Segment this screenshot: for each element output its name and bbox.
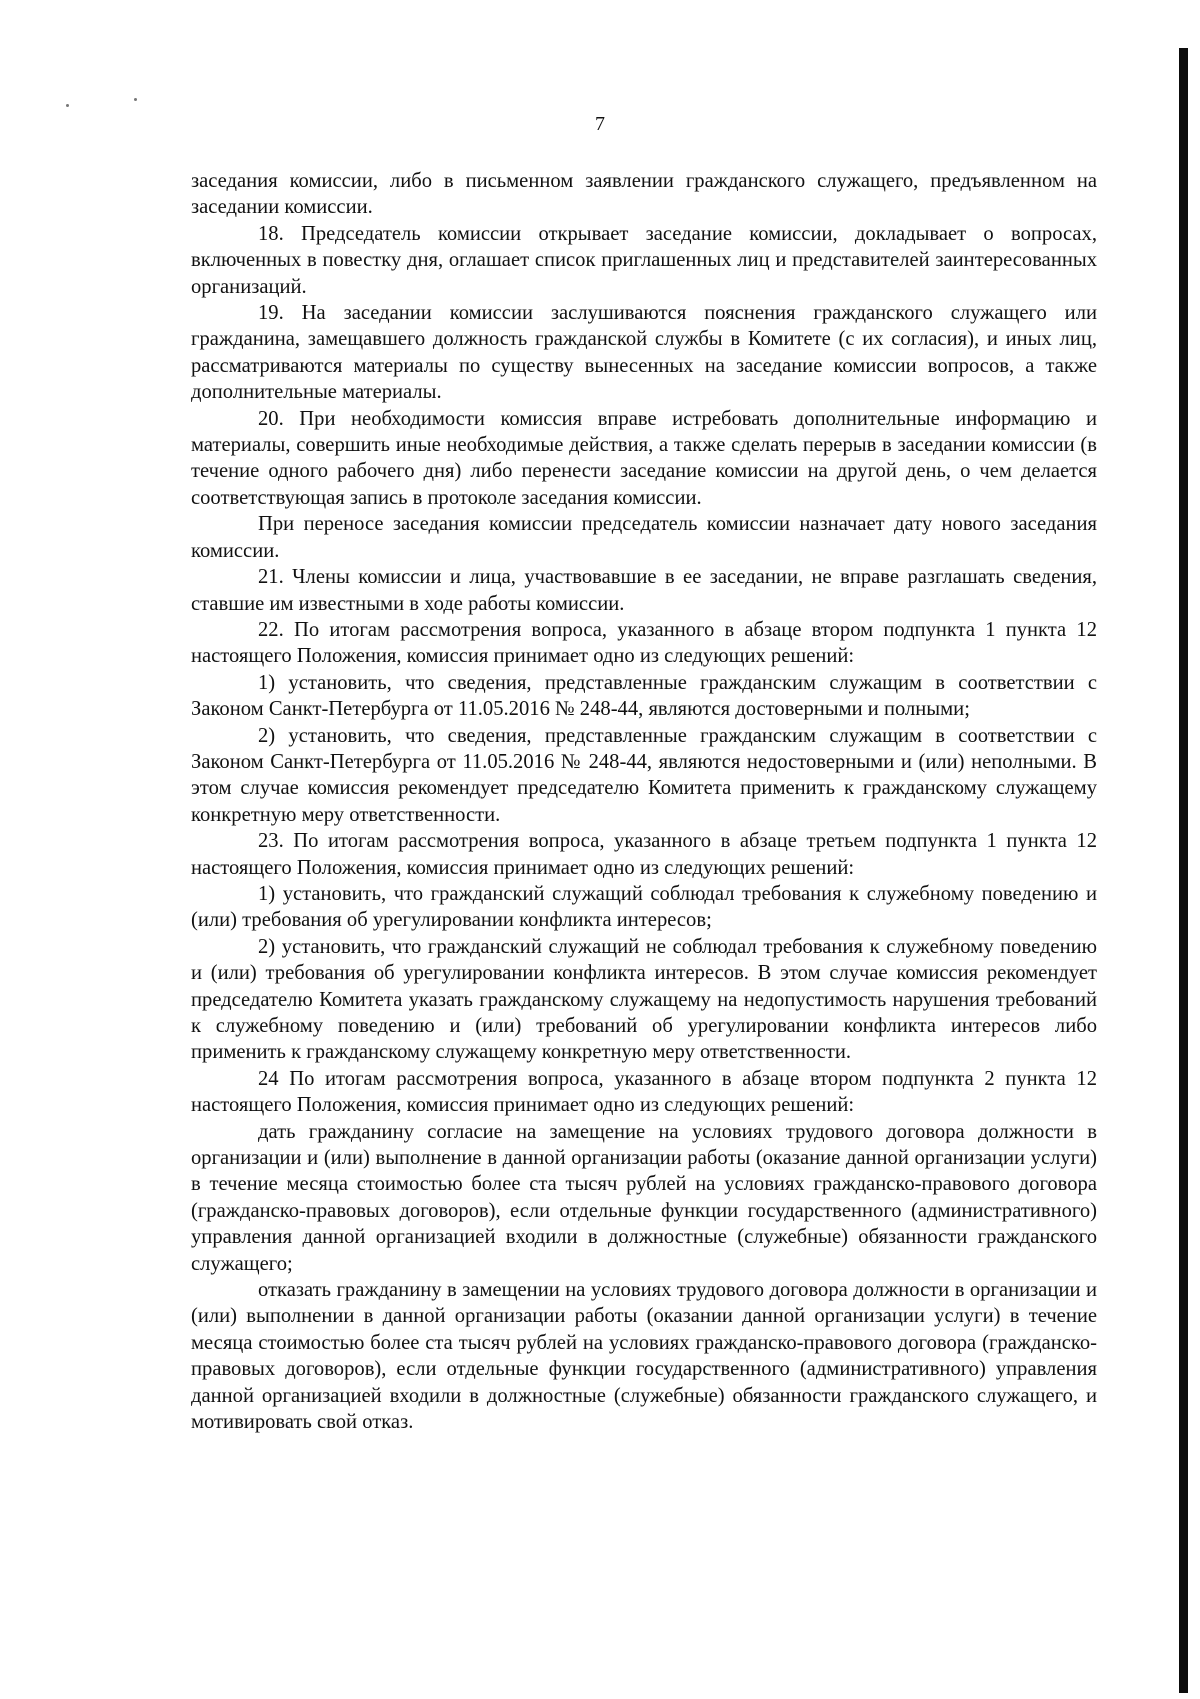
paragraph-23-item-2: 2) установить, что гражданский служащий не соблюдал требования к служебному поведению и (или) требования об урегулировании конфликта интересов. В этом случае комиссия рекомендует председателю Комитета указать гражданскому служащему на недопустимость нарушения требований к служебному поведению и (или) требований об урегулировании конфликта интересов либо применить к гражданскому служащему конкретную меру ответственности. — [191, 935, 1097, 1064]
paragraph-18: 18. Председатель комиссии открывает заседание комиссии, докладывает о вопросах, включенных в повестку дня, оглашает список приглашенных лиц и представителей заинтересованных организаций. — [191, 222, 1097, 298]
scan-speck — [134, 98, 137, 101]
paragraph-24-refusal: отказать гражданину в замещении на условиях трудового договора должности в организации и (или) выполнении в данной организации работы (оказании данной организации услуги) в течение месяца стоимостью более ста тысяч рублей на условиях гражданско-правового договора (гражданско-правовых договоров), если отдельные функции государственного (административного) управления данной организацией входили в должностные (служебные) обязанности гражданского служащего, и мотивировать свой отказ. — [191, 1279, 1097, 1434]
page-number: 7 — [595, 113, 605, 135]
document-body — [191, 168, 1097, 1436]
paragraph-23-item-1: 1) установить, что гражданский служащий соблюдал требования к служебному поведению и (или) требования об урегулировании конфликта интересов; — [191, 882, 1097, 932]
scan-border-line — [1179, 48, 1188, 1693]
paragraph-22-item-1: 1) установить, что сведения, представленные гражданским служащим в соответствии с Законом Санкт-Петербурга от 11.05.2016 № 248-44, являются достоверными и полными; — [191, 671, 1097, 721]
paragraph-22-item-2: 2) установить, что сведения, представленные гражданским служащим в соответствии с Законом Санкт-Петербурга от 11.05.2016 № 248-44, являются недостоверными и (или) неполными. В этом случае комиссия рекомендует председателю Комитета применить к гражданскому служащему конкретную меру ответственности. — [191, 724, 1097, 826]
paragraph-20-postponement: При переносе заседания комиссии председатель комиссии назначает дату нового заседания комиссии. — [191, 513, 1097, 562]
paragraph-20: 20. При необходимости комиссия вправе истребовать дополнительные информацию и материалы, совершить иные необходимые действия, а также сделать перерыв в заседании комиссии (в течение одного рабочего дня) либо перенести заседание комиссии на другой день, о чем делается соответствующая запись в протоколе заседания комиссии. — [191, 407, 1097, 509]
paragraph-23: 23. По итогам рассмотрения вопроса, указанного в абзаце третьем подпункта 1 пункта 12 настоящего Положения, комиссия принимает одно из следующих решений: — [191, 830, 1097, 879]
paragraph-21: 21. Члены комиссии и лица, участвовавшие в ее заседании, не вправе разглашать сведения, ставшие им известными в ходе работы комиссии. — [191, 566, 1097, 615]
paragraph-continuation: заседания комиссии, либо в письменном заявлении гражданского служащего, предъявленном на заседании комиссии. — [191, 170, 1097, 219]
scan-speck — [66, 104, 69, 107]
paragraph-24: 24 По итогам рассмотрения вопроса, указанного в абзаце втором подпункта 2 пункта 12 настоящего Положения, комиссия принимает одно из следующих решений: — [191, 1067, 1097, 1117]
paragraph-19: 19. На заседании комиссии заслушиваются пояснения гражданского служащего или гражданина, замещавшего должность гражданской службы в Комитете (с их согласия), и иных лиц, рассматриваются материалы по существу вынесенных на заседание комиссии вопросов, а также дополнительные материалы. — [191, 302, 1097, 404]
paragraph-24-consent: дать гражданину согласие на замещение на условиях трудового договора должности в организации и (или) выполнение в данной организации работы (оказание данной организации услуги) в течение месяца стоимостью более ста тысяч рублей на условиях гражданско-правового договора (гражданско-правовых договоров), если отдельные функции государственного (административного) управления данной организацией входили в должностные (служебные) обязанности гражданского служащего; — [191, 1120, 1097, 1275]
paragraph-22: 22. По итогам рассмотрения вопроса, указанного в абзаце втором подпункта 1 пункта 12 настоящего Положения, комиссия принимает одно из следующих решений: — [191, 618, 1097, 668]
